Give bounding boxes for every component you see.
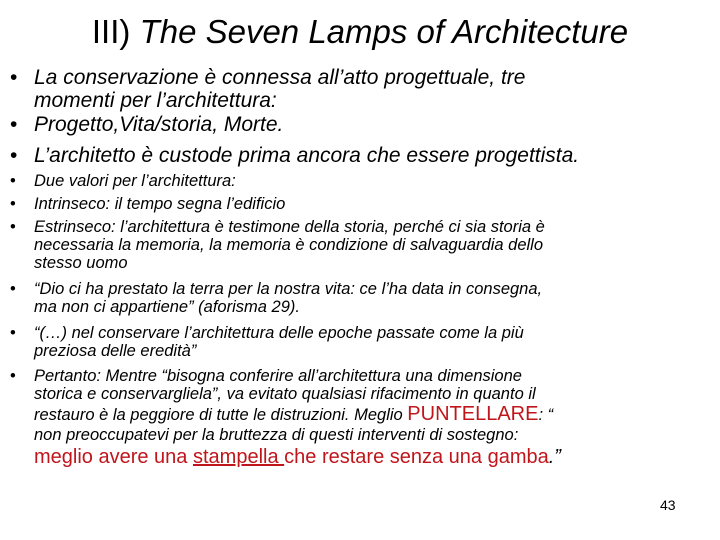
bullet-text: restauro è la peggiore di tutte le distruzioni. Meglio <box>34 406 408 424</box>
closing-quote: .” <box>548 446 561 468</box>
list-item <box>10 280 710 316</box>
bullet-line: L’architetto è custode prima ancora che essere progettista. <box>34 144 580 167</box>
bullet-line: “(…) nel conservare l’architettura delle epoche passate come la più <box>34 324 524 342</box>
bullet-line: non preoccupatevi per la bruttezza di questi interventi di sostegno: <box>34 426 519 444</box>
bullet-line: necessaria la memoria, la memoria è condizione di salvaguardia dello <box>34 236 544 254</box>
bullet-dot: • <box>10 195 16 213</box>
bullet-line: momenti per l’architettura: <box>34 89 277 112</box>
red-text: che restare senza una gamba <box>284 446 549 468</box>
bullet-dot: • <box>10 66 18 89</box>
list-item <box>10 218 710 272</box>
list-item <box>10 66 710 112</box>
bullet-dot: • <box>10 280 16 298</box>
bullet-dot: • <box>10 218 16 236</box>
bullet-dot: • <box>10 113 18 136</box>
bullet-line: stesso uomo <box>34 254 128 272</box>
list-item <box>10 113 710 136</box>
slide-title <box>0 12 720 52</box>
bullet-dot: • <box>10 172 16 190</box>
bullet-line: Estrinseco: l’architettura è testimone della storia, perché ci sia storia è <box>34 218 545 236</box>
bullet-dot: • <box>10 144 18 167</box>
title-italic: The Seven Lamps of Architecture <box>139 13 629 50</box>
bullet-line: Intrinseco: il tempo segna l’edificio <box>34 195 286 213</box>
list-item <box>10 144 710 167</box>
list-item <box>10 172 710 190</box>
bullet-line: “Dio ci ha prestato la terra per la nostra vita: ce l’ha data in consegna, <box>34 280 543 298</box>
title-prefix: III) <box>91 13 140 50</box>
list-item <box>10 195 710 213</box>
red-text: meglio avere una <box>34 446 193 468</box>
bullet-line: storica e conservargliela”, va evitato qualsiasi rifacimento in quanto il <box>34 385 536 403</box>
bullet-line: Due valori per l’architettura: <box>34 172 236 190</box>
list-item <box>10 367 710 470</box>
bullet-line-red <box>34 444 710 470</box>
stampella-underlined: stampella <box>192 446 285 468</box>
bullet-line: preziosa delle eredità” <box>34 342 197 360</box>
puntellare-highlight: PUNTELLARE <box>407 403 539 425</box>
page-number: 43 <box>660 497 676 513</box>
bullet-line: ma non ci appartiene” (aforisma 29). <box>34 298 300 316</box>
bullet-line: Pertanto: Mentre “bisogna conferire all’architettura una dimensione <box>34 367 522 385</box>
bullet-dot: • <box>10 367 16 385</box>
bullet-text: : “ <box>538 406 554 424</box>
bullet-line <box>34 403 710 426</box>
list-item <box>10 324 710 360</box>
bullet-dot: • <box>10 324 16 342</box>
bullet-line: La conservazione è connessa all’atto progettuale, tre <box>34 66 526 89</box>
bullet-line: Progetto,Vita/storia, Morte. <box>34 113 284 136</box>
